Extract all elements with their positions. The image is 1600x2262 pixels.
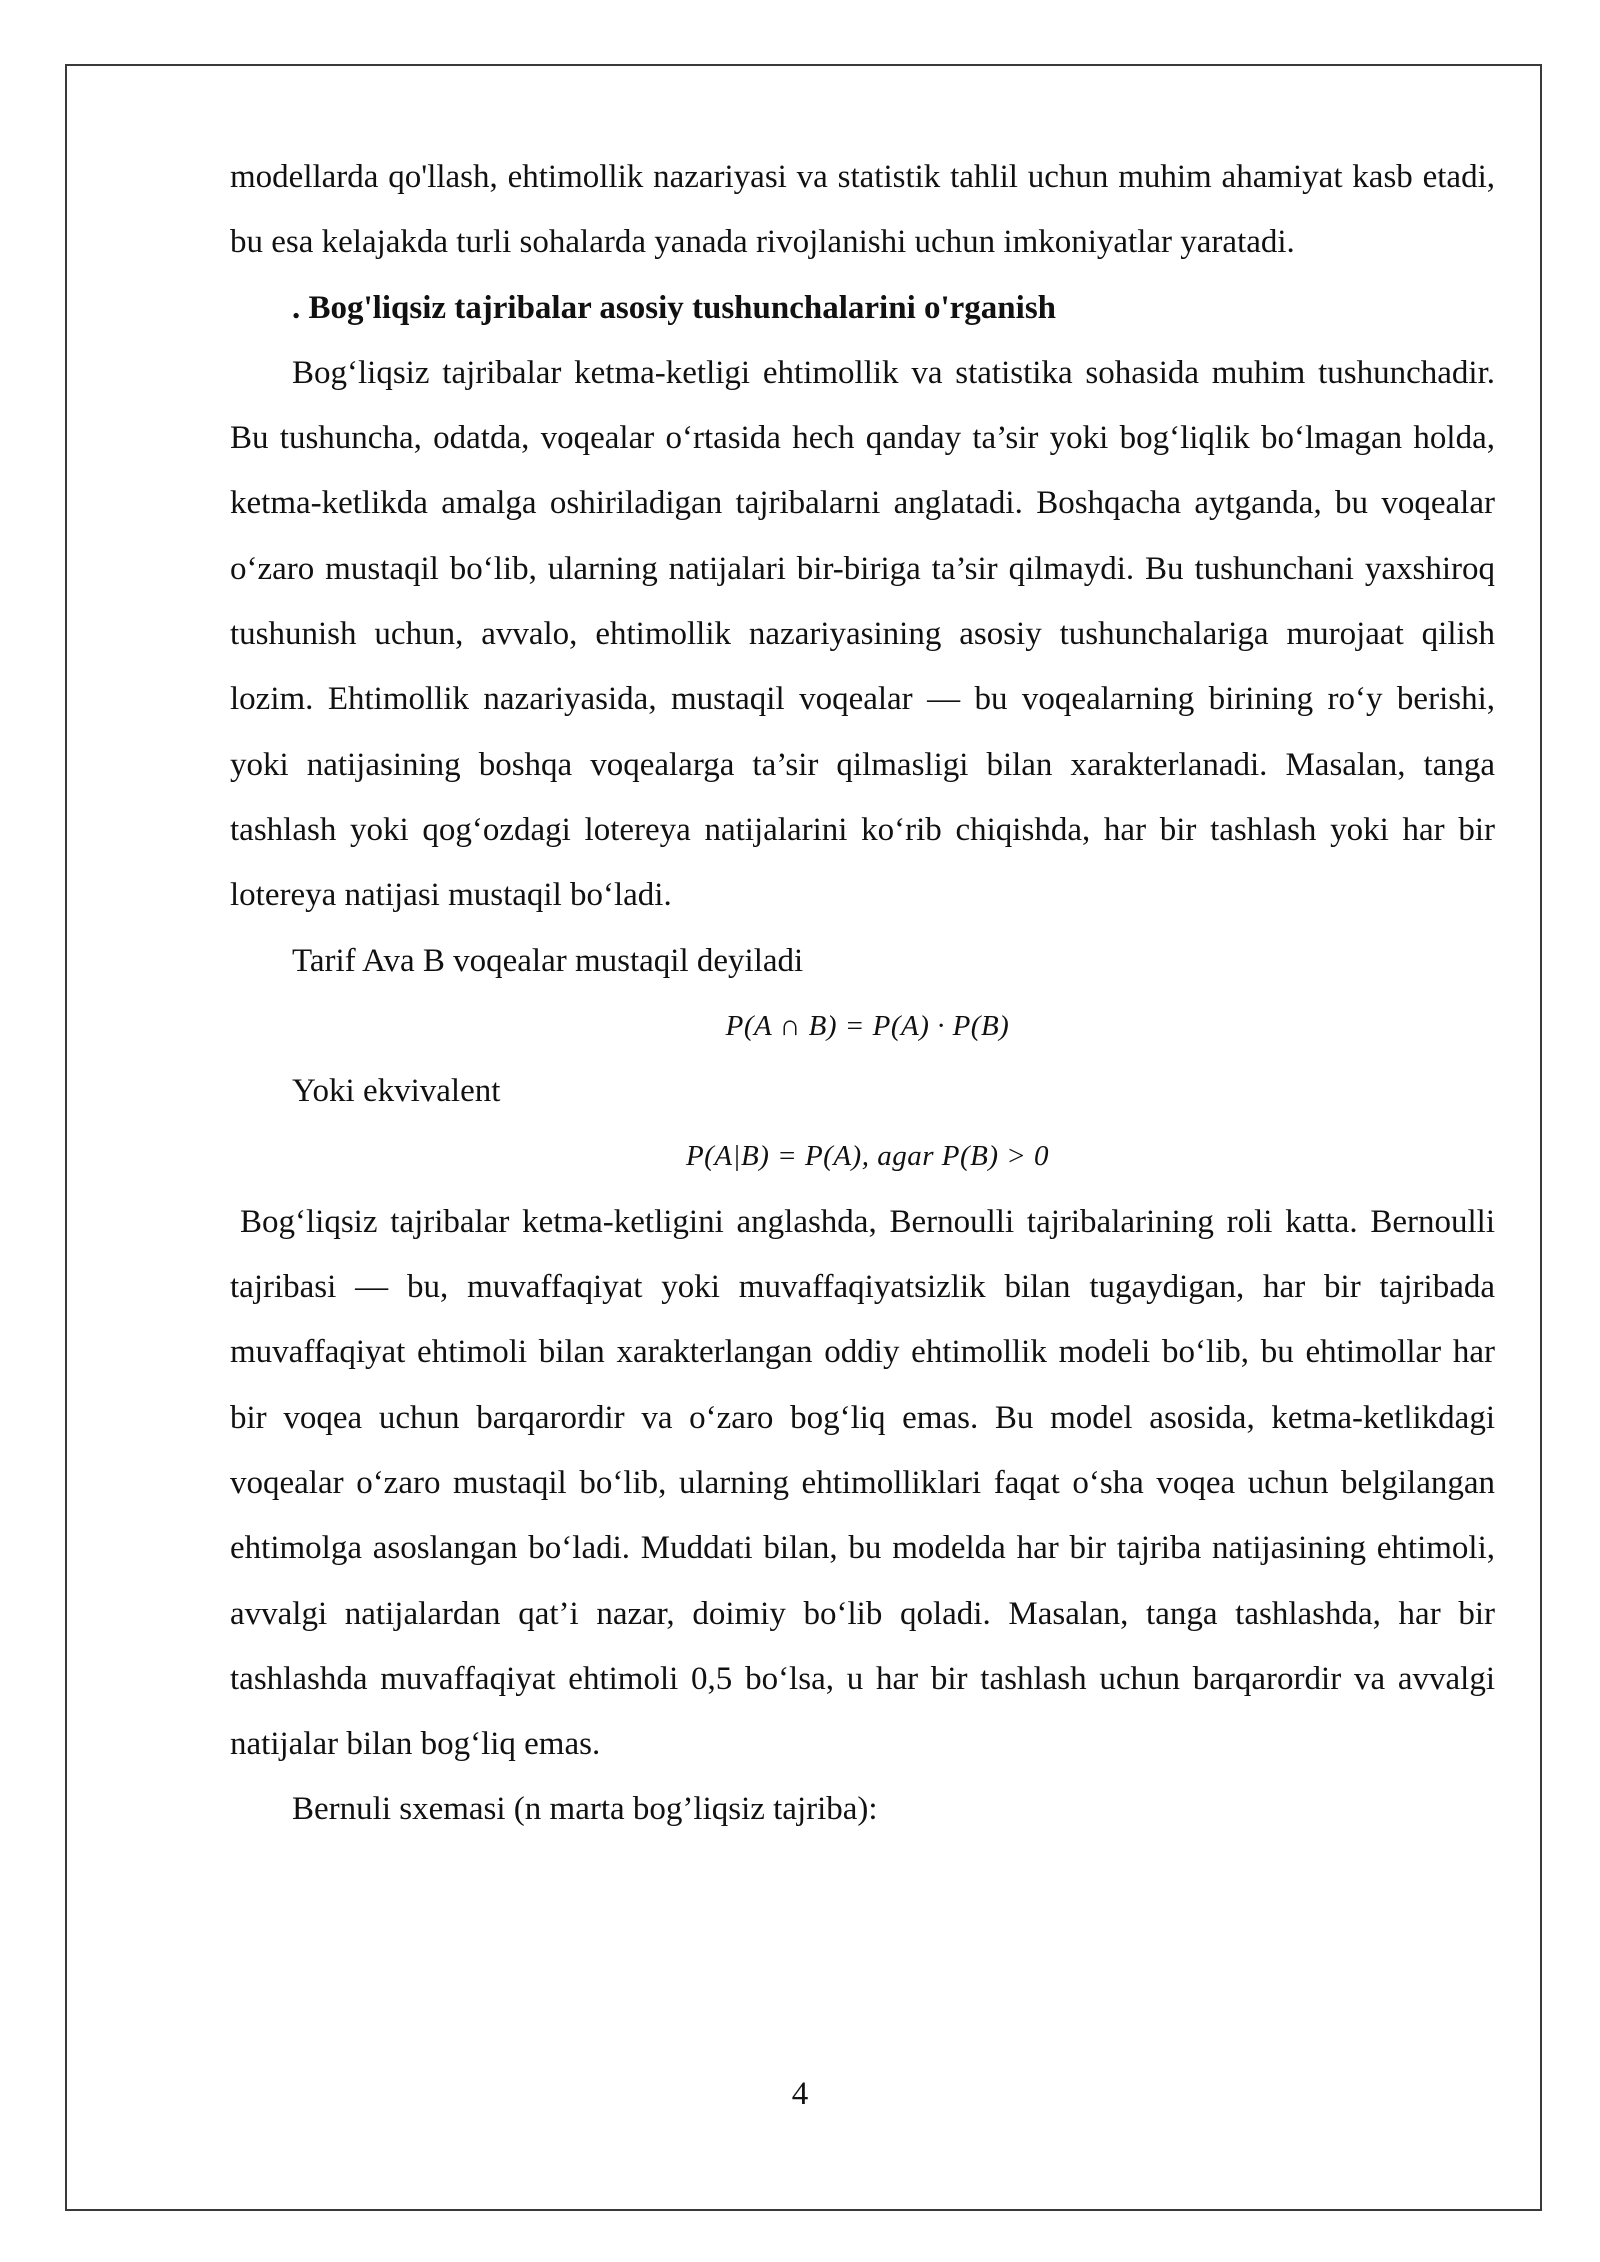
equivalent-line: Yoki ekvivalent [292, 1073, 501, 1110]
independent-trials-paragraph: Bog‘liqsiz tajribalar ketma-ketligi ehtimollik va statistika sohasida muhim tushunchadir. Bu tushuncha, odatda, voqealar o‘rtasida hech qanday ta’sir yoki bog‘liqlik bo‘lmagan holda, ketma-ketlikda amalga oshiriladigan tajribalarni anglatadi. Boshqacha aytganda, bu voqealar o‘zaro mustaqil bo‘lib, ularning natijalari bir-biriga ta’sir qilmaydi. Bu tushunchani yaxshiroq tushunish uchun, avvalo, ehtimollik nazariyasining asosiy tushunchalariga murojaat qilish lozim. Ehtimollik nazariyasida, mustaqil voqealar — bu voqealarning birining ro‘y berishi, yoki natijasining boshqa voqealarga ta’sir qilmasligi bilan xarakterlanadi. Masalan, tanga tashlash yoki qog‘ozdagi lotereya natijalarini ko‘rib chiqishda, har bir tashlash yoki har bir lotereya natijasi mustaqil bo‘ladi. [230, 354, 1495, 914]
page-number: 4 [791, 2076, 809, 2112]
independence-formula: P(A ∩ B) = P(A) · P(B) [725, 1009, 1010, 1042]
definition-line: Tarif Ava B voqealar mustaqil deyiladi [292, 942, 804, 979]
conditional-probability-formula: P(A|B) = P(A), agar P(B) > 0 [685, 1140, 1050, 1173]
section-heading: . Bog'liqsiz tajribalar asosiy tushunchalarini o'rganish [292, 289, 1057, 326]
document-body [230, 145, 1495, 1843]
bernoulli-paragraph: Bog‘liqsiz tajribalar ketma-ketligini anglashda, Bernoulli tajribalarining roli katta. Bernoulli tajribasi — bu, muvaffaqiyat yoki muvaffaqiyatsizlik bilan tugaydigan, har bir tajribada muvaffaqiyat ehtimoli bilan xarakterlangan oddiy ehtimollik modeli bo‘lib, bu ehtimollar har bir voqea uchun barqarordir va o‘zaro bog‘liq emas. Bu model asosida, ketma-ketlikdagi voqealar o‘zaro mustaqil bo‘lib, ularning ehtimolliklari faqat o‘sha voqea uchun belgilangan ehtimolga asoslangan bo‘ladi. Muddati bilan, bu modelda har bir tajriba natijasining ehtimoli, avvalgi natijalardan qat’i nazar, doimiy bo‘lib qoladi. Masalan, tanga tashlashda, har bir tashlashda muvaffaqiyat ehtimoli 0,5 bo‘lsa, u har bir tashlash uchun barqarordir va avvalgi natijalar bilan bog‘liq emas. [230, 1203, 1495, 1763]
bernoulli-scheme-line: Bernuli sxemasi (n marta bog’liqsiz tajriba): [292, 1791, 878, 1828]
intro-continuation-paragraph: modellarda qo'llash, ehtimollik nazariyasi va statistik tahlil uchun muhim ahamiyat kasb etadi, bu esa kelajakda turli sohalarda yanada rivojlanishi uchun imkoniyatlar yaratadi. [230, 159, 1495, 261]
